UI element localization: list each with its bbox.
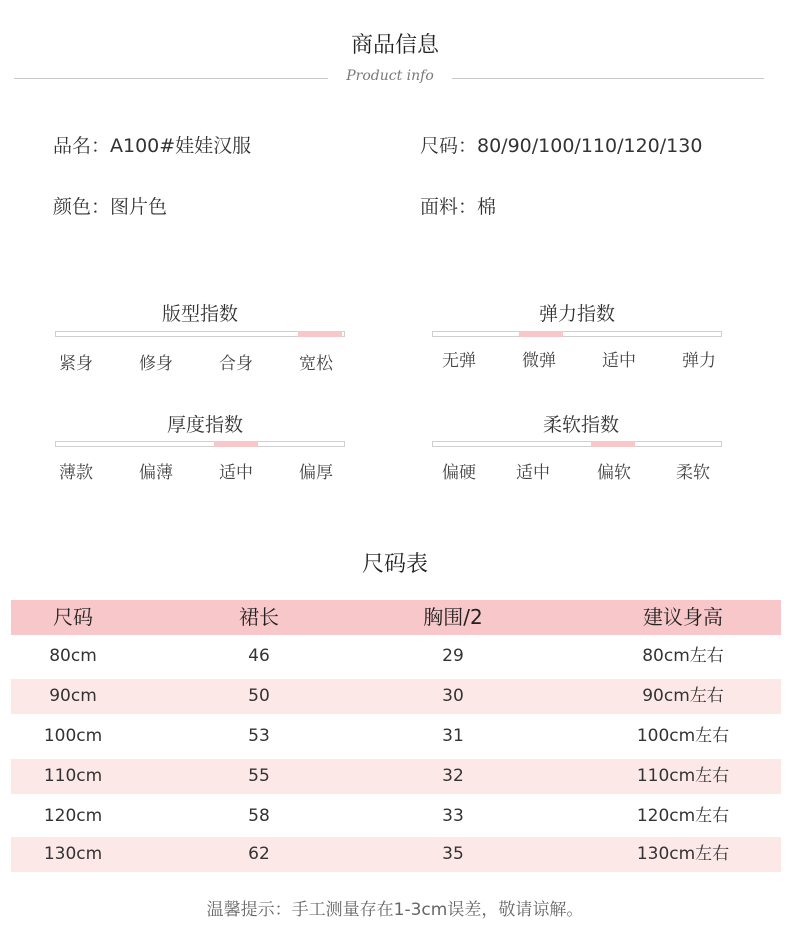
table-cell: 32	[442, 766, 464, 786]
table-header-row	[11, 600, 781, 635]
gauge-option: 偏硬	[442, 463, 476, 483]
gauge-track	[432, 331, 722, 337]
table-cell: 110cm左右	[636, 766, 730, 786]
table-cell: 55	[248, 766, 270, 786]
table-cell: 33	[442, 806, 464, 826]
table-cell: 120cm	[43, 806, 103, 826]
gauge-fill	[519, 331, 563, 337]
product-color: 颜色：图片色	[53, 196, 168, 218]
table-cell: 90cm	[49, 686, 97, 706]
gauge-option: 偏厚	[299, 463, 333, 483]
table-cell: 130cm	[43, 844, 103, 864]
gauge-track	[432, 441, 722, 447]
gauge-option: 偏软	[597, 463, 631, 483]
table-header-cell: 胸围/2	[423, 605, 483, 629]
gauge-option: 弹力	[682, 351, 716, 371]
gauge-option: 微弹	[522, 351, 556, 371]
product-fabric: 面料：棉	[420, 196, 497, 218]
gauge-option: 无弹	[442, 351, 476, 371]
table-cell: 62	[248, 844, 270, 864]
gauge-title: 柔软指数	[542, 414, 619, 436]
gauge-option: 偏薄	[139, 463, 173, 483]
table-cell: 110cm	[43, 766, 103, 786]
page-title: 商品信息	[350, 33, 439, 58]
gauge-title: 弹力指数	[538, 303, 615, 325]
table-header-cell: 建议身高	[643, 605, 723, 629]
table-cell: 130cm左右	[636, 844, 730, 864]
gauge-title: 版型指数	[161, 303, 238, 325]
table-cell: 120cm左右	[636, 806, 730, 826]
gauge-title: 厚度指数	[166, 414, 243, 436]
gauge-option: 适中	[516, 463, 550, 483]
size-table-title: 尺码表	[361, 552, 428, 577]
table-cell: 100cm左右	[636, 726, 730, 746]
table-cell: 46	[248, 646, 270, 666]
table-row	[11, 837, 781, 872]
gauge-option: 适中	[219, 463, 253, 483]
divider-left	[14, 78, 328, 79]
table-cell: 80cm左右	[642, 646, 724, 666]
gauge-track	[55, 441, 345, 447]
size-table	[11, 600, 781, 872]
page-subtitle: Product info	[346, 68, 434, 84]
product-size: 尺码：80/90/100/110/120/130	[420, 135, 703, 157]
table-cell: 58	[248, 806, 270, 826]
product-name: 品名：A100#娃娃汉服	[53, 135, 252, 157]
gauge-option: 修身	[139, 354, 173, 374]
table-row	[11, 799, 781, 834]
gauge-fill	[214, 441, 258, 447]
table-row	[11, 639, 781, 674]
measurement-note: 温馨提示：手工测量存在1-3cm误差，敬请谅解。	[206, 900, 584, 920]
table-cell: 100cm	[43, 726, 103, 746]
table-cell: 50	[248, 686, 270, 706]
gauge-option: 宽松	[299, 354, 333, 374]
gauge-option: 紧身	[59, 354, 93, 374]
gauge-option: 合身	[219, 354, 253, 374]
gauge-fill	[591, 441, 635, 447]
table-cell: 30	[442, 686, 464, 706]
table-cell: 35	[442, 844, 464, 864]
table-header-cell: 尺码	[53, 605, 93, 629]
gauge-option: 薄款	[59, 463, 93, 483]
table-cell: 90cm左右	[642, 686, 724, 706]
table-header-cell: 裙长	[239, 605, 279, 629]
gauge-option: 适中	[602, 351, 636, 371]
table-cell: 53	[248, 726, 270, 746]
table-row	[11, 679, 781, 714]
divider-right	[452, 78, 764, 79]
gauge-option: 柔软	[676, 463, 710, 483]
table-cell: 80cm	[49, 646, 97, 666]
table-row	[11, 759, 781, 794]
table-row	[11, 719, 781, 754]
gauge-track	[55, 331, 345, 337]
table-cell: 29	[442, 646, 464, 666]
gauge-fill	[298, 331, 342, 337]
table-cell: 31	[442, 726, 464, 746]
